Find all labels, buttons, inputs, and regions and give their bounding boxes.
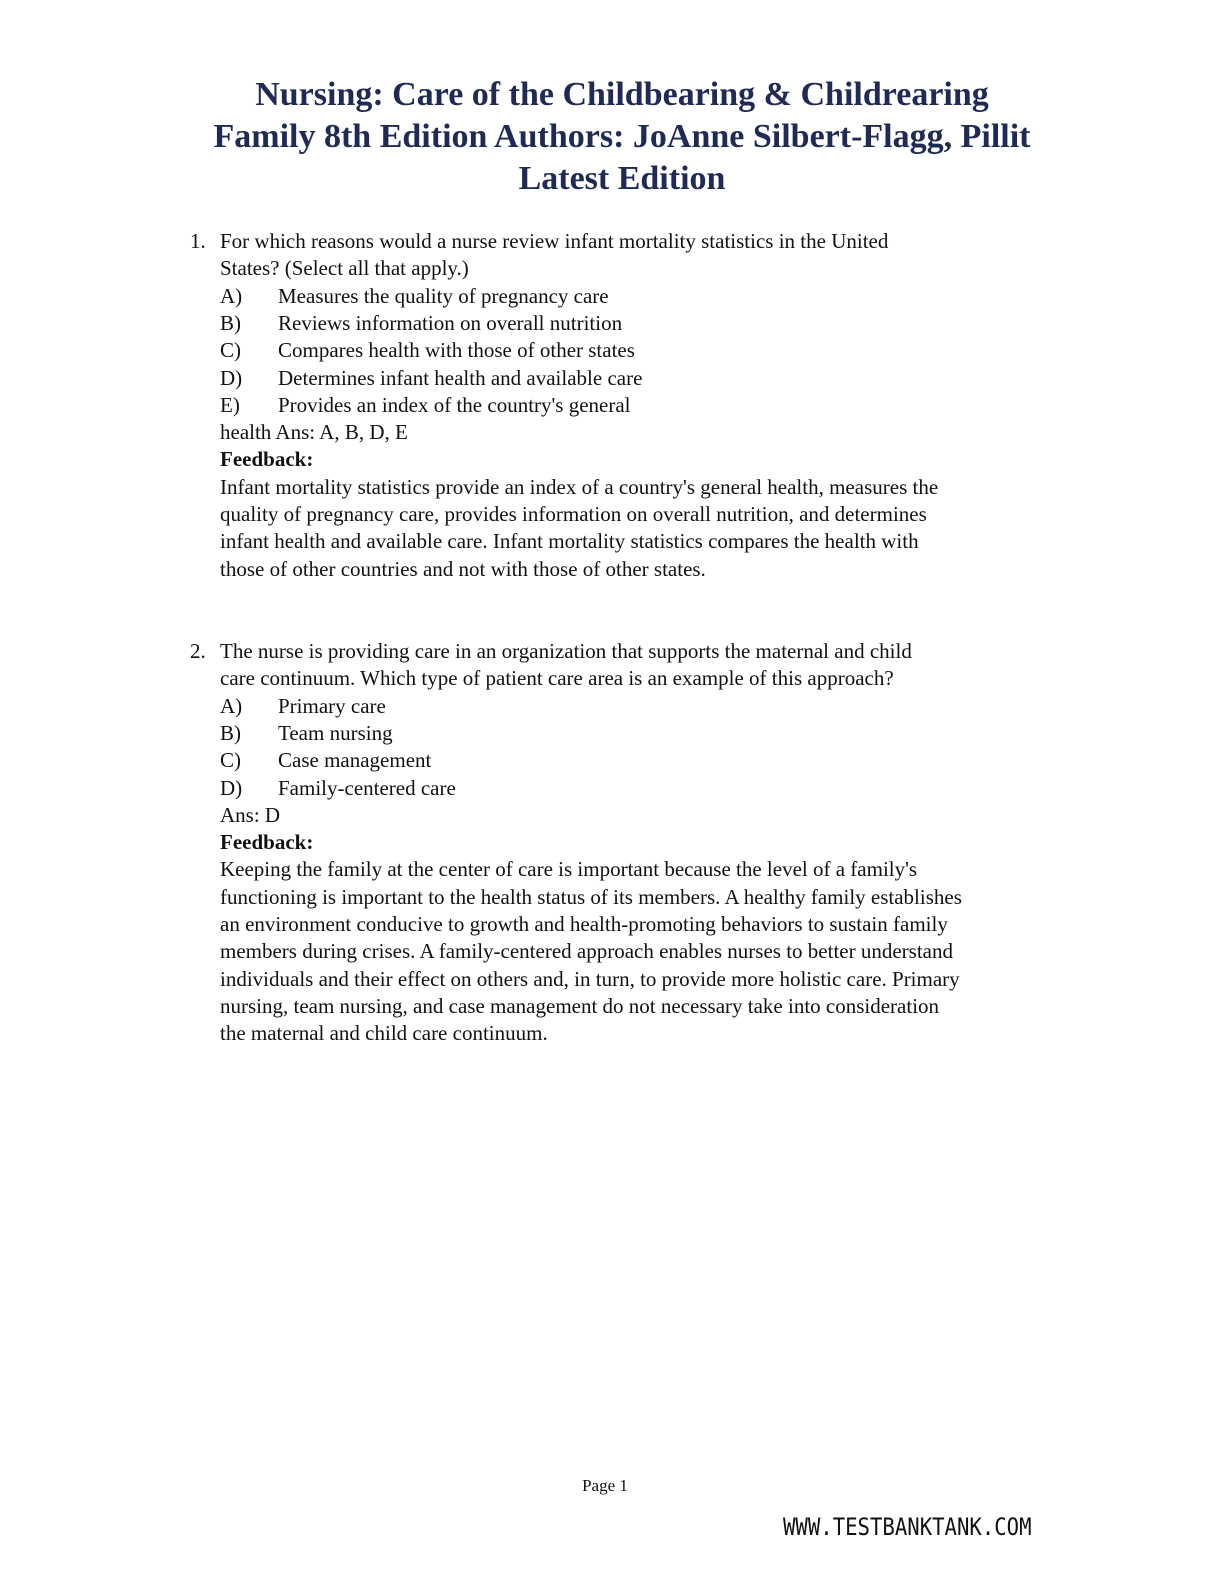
option-text: Primary care bbox=[278, 694, 386, 718]
option-text: Measures the quality of pregnancy care bbox=[278, 284, 609, 308]
option-text: Case management bbox=[278, 748, 432, 772]
feedback-line: Keeping the family at the center of care is important because the level of a family's bbox=[220, 857, 918, 881]
question-number: 2. bbox=[190, 639, 206, 663]
feedback-line: quality of pregnancy care, provides information on overall nutrition, and determines bbox=[220, 502, 927, 526]
feedback-line: members during crises. A family-centered approach enables nurses to better understand bbox=[220, 939, 954, 963]
feedback-line: an environment conducive to growth and health-promoting behaviors to sustain family bbox=[220, 912, 948, 936]
feedback-line: nursing, team nursing, and case management do not necessary take into consideration bbox=[220, 994, 940, 1018]
option-letter: A) bbox=[220, 694, 243, 718]
feedback-line: the maternal and child care continuum. bbox=[220, 1021, 548, 1045]
page-number: Page 1 bbox=[582, 1476, 628, 1495]
feedback-label: Feedback: bbox=[220, 447, 314, 471]
option-text: Determines infant health and available care bbox=[278, 366, 643, 390]
option-text: Family-centered care bbox=[278, 776, 456, 800]
question-number: 1. bbox=[190, 229, 206, 253]
feedback-line: Infant mortality statistics provide an index of a country's general health, measures the bbox=[220, 475, 939, 499]
document-title bbox=[140, 74, 1104, 200]
option-letter: A) bbox=[220, 284, 243, 308]
feedback-line: functioning is important to the health status of its members. A healthy family establishes bbox=[220, 885, 962, 909]
answer: health Ans: A, B, D, E bbox=[220, 420, 408, 444]
title-line-1: Nursing: Care of the Childbearing & Childrearing bbox=[255, 76, 989, 113]
option-letter: C) bbox=[220, 338, 241, 362]
feedback-line: infant health and available care. Infant mortality statistics compares the health with bbox=[220, 529, 919, 553]
option-text: Team nursing bbox=[278, 721, 393, 745]
answer: Ans: D bbox=[220, 803, 281, 827]
title-line-3: Latest Edition bbox=[518, 160, 726, 197]
title-line-2: Family 8th Edition Authors: JoAnne Silbert-Flagg, Pillit bbox=[213, 118, 1031, 155]
option-text: Compares health with those of other states bbox=[278, 338, 635, 362]
option-letter: C) bbox=[220, 748, 241, 772]
watermark-url: WWW.TESTBANKTANK.COM bbox=[783, 1513, 1032, 1541]
feedback-label: Feedback: bbox=[220, 830, 314, 854]
question-stem-line: care continuum. Which type of patient care area is an example of this approach? bbox=[220, 666, 894, 690]
question-stem-line: States? (Select all that apply.) bbox=[220, 256, 469, 280]
option-letter: B) bbox=[220, 721, 241, 745]
option-letter: B) bbox=[220, 311, 241, 335]
option-text: Provides an index of the country's general bbox=[278, 393, 631, 417]
question-stem-line: For which reasons would a nurse review infant mortality statistics in the United bbox=[220, 229, 889, 253]
feedback-line: individuals and their effect on others and, in turn, to provide more holistic care. Primary bbox=[220, 967, 960, 991]
option-letter: E) bbox=[220, 393, 240, 417]
question-stem-line: The nurse is providing care in an organization that supports the maternal and child bbox=[220, 639, 912, 663]
option-text: Reviews information on overall nutrition bbox=[278, 311, 623, 335]
option-letter: D) bbox=[220, 366, 243, 390]
option-letter: D) bbox=[220, 776, 243, 800]
feedback-line: those of other countries and not with those of other states. bbox=[220, 557, 706, 581]
